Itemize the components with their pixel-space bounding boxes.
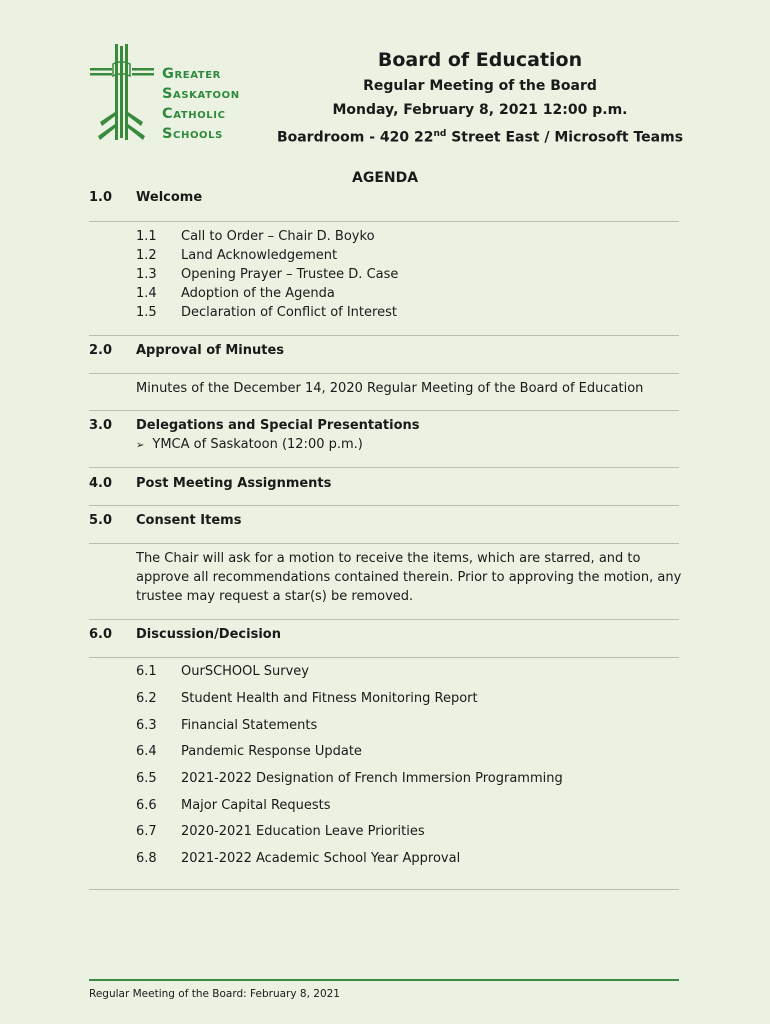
bullet-label: YMCA of Saskatoon (12:00 p.m.) (152, 437, 363, 452)
item-number: 6.5 (136, 771, 157, 786)
item-number: 1.4 (136, 286, 157, 301)
logo-line: Schools (162, 126, 223, 142)
agenda-item: Declaration of Conflict of Interest (181, 305, 397, 320)
section-number: 5.0 (89, 513, 113, 528)
agenda-item: Opening Prayer – Trustee D. Case (181, 267, 399, 282)
divider (89, 543, 679, 544)
section-title: Discussion/Decision (136, 627, 281, 642)
meeting-location (260, 122, 700, 150)
agenda-item: Adoption of the Agenda (181, 286, 335, 301)
section-text: Minutes of the December 14, 2020 Regular Meeting of the Board of Education (136, 381, 644, 396)
divider (89, 889, 679, 890)
item-number: 1.3 (136, 267, 157, 282)
agenda-item: 2021-2022 Designation of French Immersion Programming (181, 771, 563, 786)
document-header (260, 46, 700, 150)
agenda-item: Financial Statements (181, 718, 318, 733)
item-number: 6.3 (136, 718, 157, 733)
logo-line: Greater (162, 66, 221, 82)
divider (89, 221, 679, 222)
section-text: The Chair will ask for a motion to receive the items, which are starred, and to approve all recommendations contained therein. Prior to approving the motion, any trustee may request a star(s) be removed. (136, 551, 682, 604)
divider (89, 467, 679, 468)
section-number: 1.0 (89, 190, 113, 205)
bullet-item (136, 437, 363, 452)
agenda-item: OurSCHOOL Survey (181, 664, 309, 679)
divider (89, 657, 679, 658)
divider (89, 373, 679, 374)
logo-wordmark (162, 64, 240, 144)
item-number: 6.4 (136, 744, 157, 759)
section-title: Delegations and Special Presentations (136, 418, 420, 433)
item-number: 6.7 (136, 824, 157, 839)
location-post: Street East / Microsoft Teams (446, 129, 684, 146)
page-footer: Regular Meeting of the Board: February 8, 2021 (89, 988, 340, 1000)
footer-divider (89, 979, 679, 981)
agenda-item: Land Acknowledgement (181, 248, 338, 263)
item-number: 1.5 (136, 305, 157, 320)
divider (89, 335, 679, 336)
location-sup: nd (433, 129, 447, 139)
logo-line: Saskatoon (162, 86, 240, 102)
agenda-item: Major Capital Requests (181, 798, 331, 813)
divider (89, 410, 679, 411)
page-title: Board of Education (377, 49, 583, 71)
item-number: 6.1 (136, 664, 157, 679)
divider (89, 619, 679, 620)
arrow-bullet-icon: ➢ (136, 440, 145, 451)
item-number: 1.2 (136, 248, 157, 263)
section-title: Post Meeting Assignments (136, 476, 332, 491)
divider (89, 505, 679, 506)
meeting-subtitle: Regular Meeting of the Board (363, 78, 597, 94)
section-number: 2.0 (89, 343, 113, 358)
agenda-item: Student Health and Fitness Monitoring Report (181, 691, 478, 706)
agenda-item: Pandemic Response Update (181, 744, 362, 759)
section-title: Consent Items (136, 513, 242, 528)
item-number: 6.2 (136, 691, 157, 706)
section-number: 6.0 (89, 627, 113, 642)
item-number: 6.6 (136, 798, 157, 813)
meeting-datetime: Monday, February 8, 2021 12:00 p.m. (332, 102, 628, 118)
agenda-heading: AGENDA (352, 170, 419, 186)
item-number: 1.1 (136, 229, 157, 244)
logo-line: Catholic (162, 106, 226, 122)
agenda-item: 2021-2022 Academic School Year Approval (181, 851, 461, 866)
section-title: Approval of Minutes (136, 343, 285, 358)
section-number: 4.0 (89, 476, 113, 491)
agenda-item: Call to Order – Chair D. Boyko (181, 229, 375, 244)
location-pre: Boardroom - 420 22 (276, 129, 434, 146)
agenda-item: 2020-2021 Education Leave Priorities (181, 824, 425, 839)
section-title: Welcome (136, 190, 203, 205)
section-number: 3.0 (89, 418, 113, 433)
item-number: 6.8 (136, 851, 157, 866)
